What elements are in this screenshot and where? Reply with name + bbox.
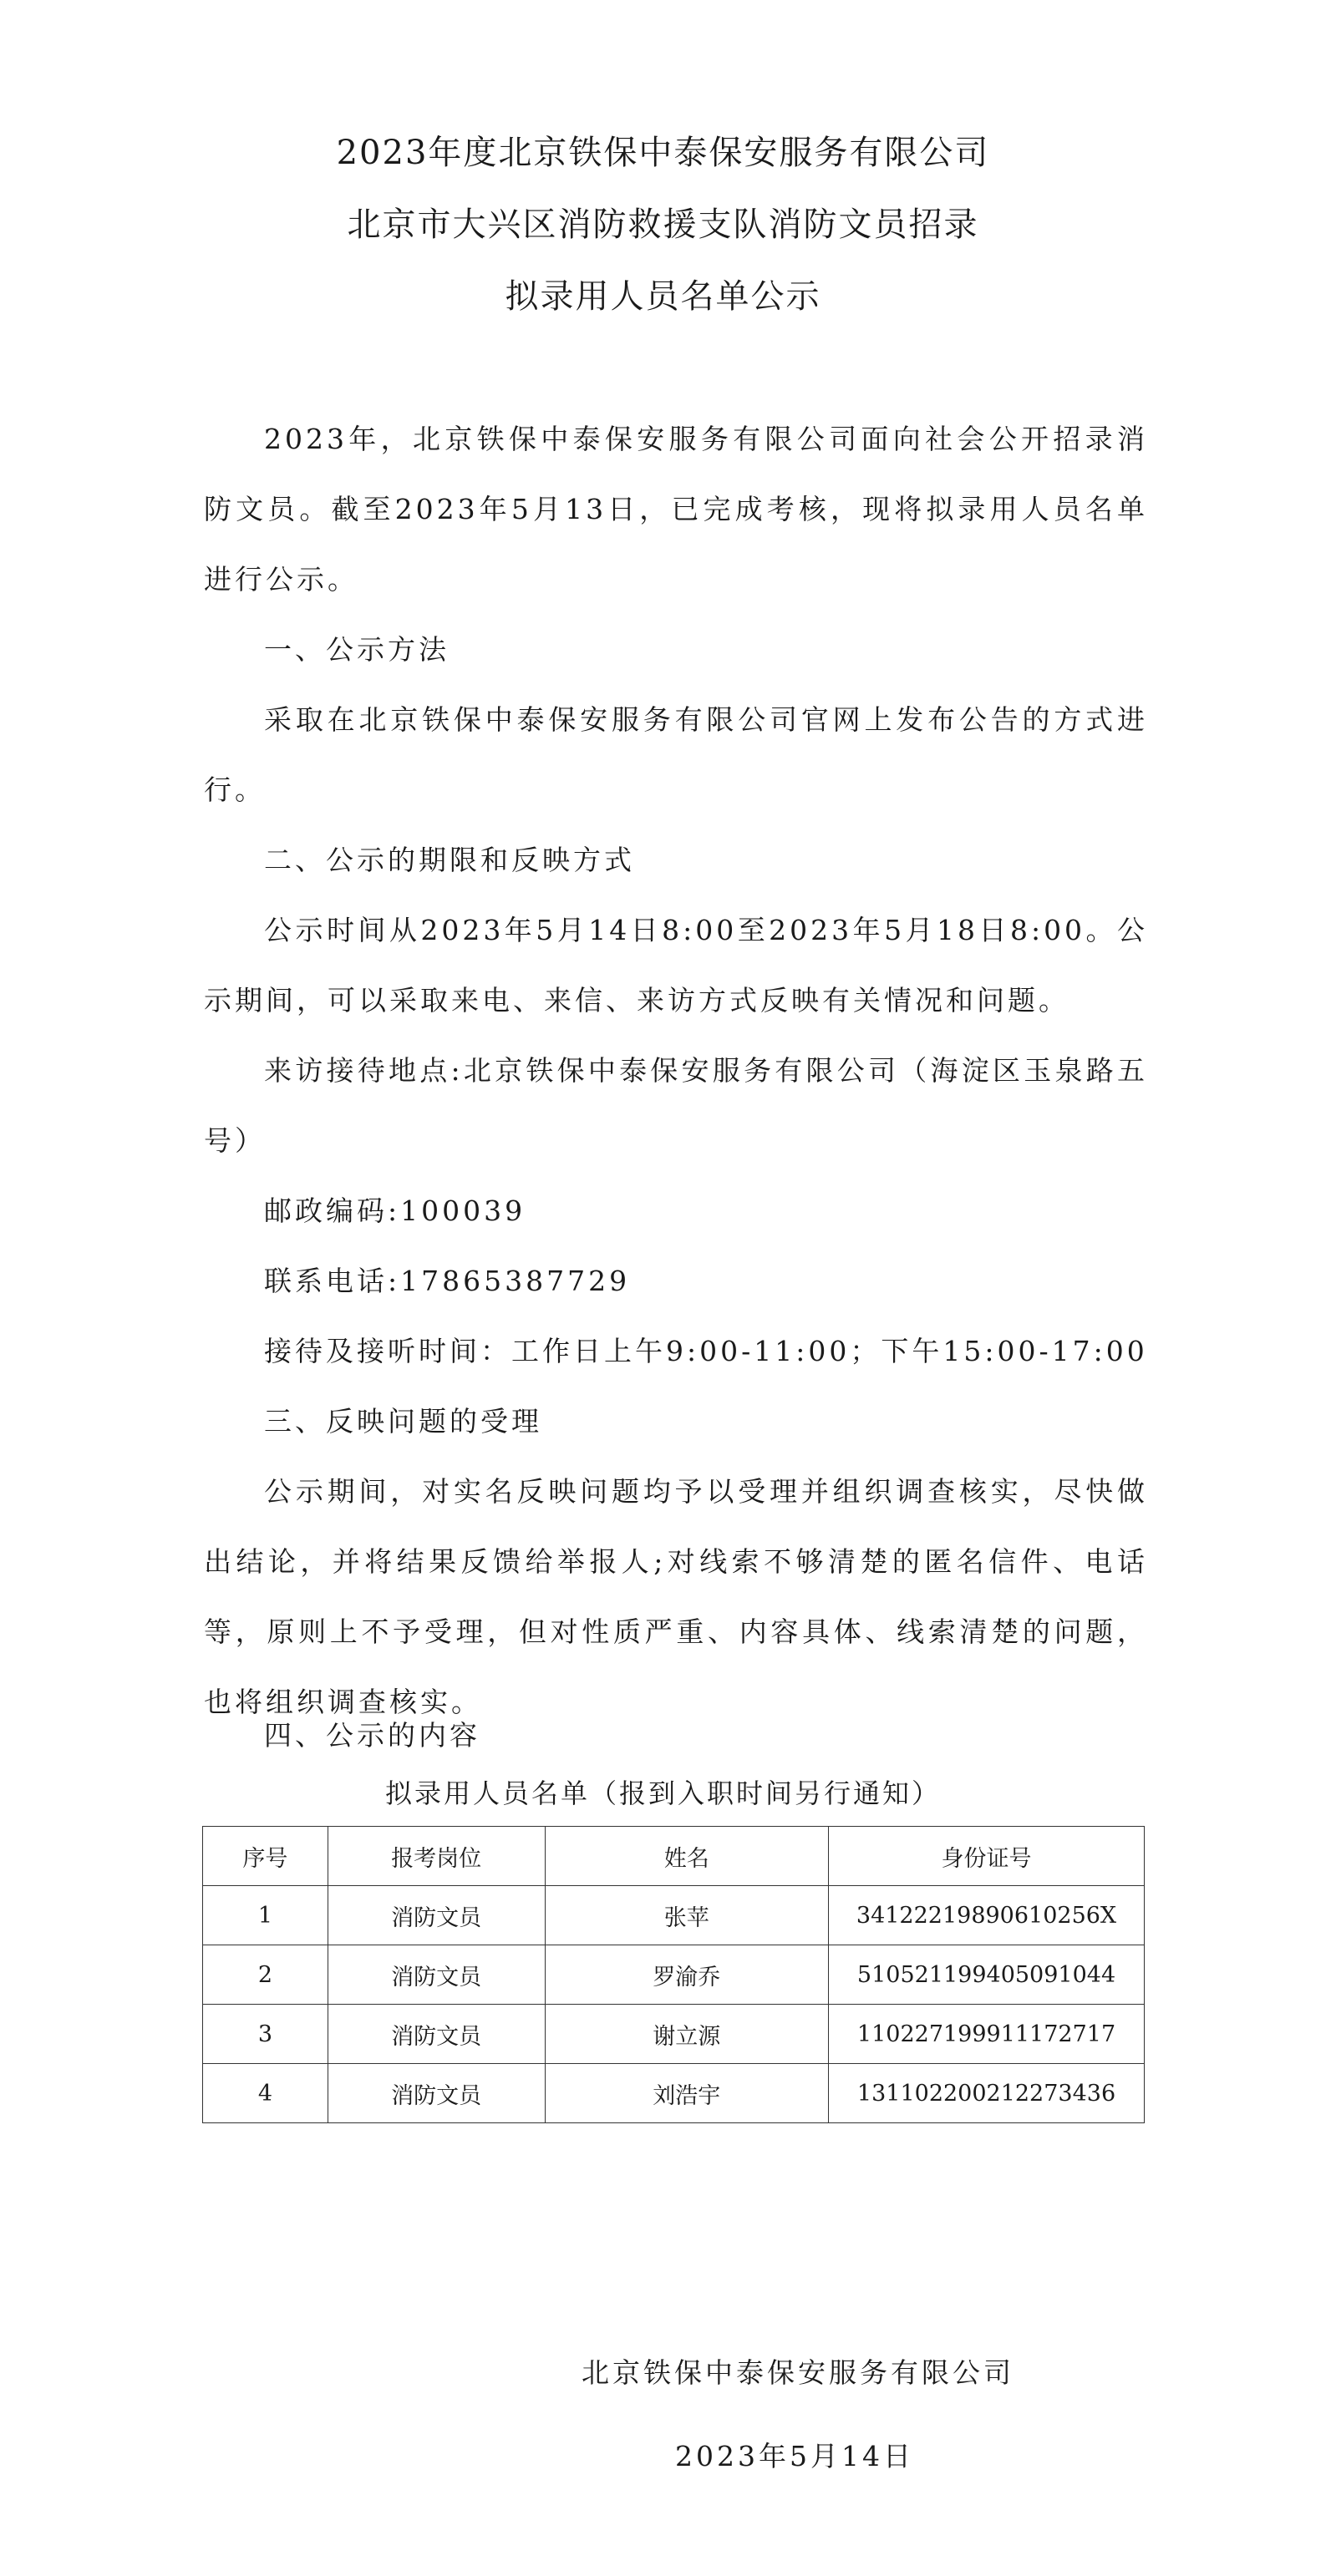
table-row	[203, 1945, 1145, 2005]
title-line-1: 2023年度北京铁保中泰保安服务有限公司	[336, 134, 990, 172]
section4-heading: 四、公示的内容	[264, 1719, 480, 1752]
cell-id-number: 131102200212273436	[829, 2064, 1145, 2123]
section1-heading: 一、公示方法	[264, 633, 450, 666]
table-row	[203, 1886, 1145, 1945]
section3-heading: 三、反映问题的受理	[264, 1405, 542, 1438]
cell-position: 消防文员	[328, 1945, 545, 2005]
cell-position: 消防文员	[328, 2064, 545, 2123]
table-caption: 拟录用人员名单（报到入职时间另行通知）	[384, 1777, 941, 1809]
cell-name: 罗渝乔	[545, 1945, 829, 2005]
cell-position: 消防文员	[328, 2005, 545, 2064]
cell-id-number: 110227199911172717	[829, 2005, 1145, 2064]
table-header-row	[203, 1827, 1145, 1886]
section2-postcode: 邮政编码:100039	[264, 1194, 526, 1227]
header-seq: 序号	[203, 1827, 328, 1886]
section1-body: 采取在北京铁保中泰保安服务有限公司官网上发布公告的方式进行。	[204, 703, 1148, 806]
signature-date: 2023年5月14日	[675, 2440, 914, 2472]
table-row	[203, 2064, 1145, 2123]
cell-seq: 1	[203, 1886, 328, 1945]
candidate-table	[202, 1826, 1145, 2123]
cell-seq: 3	[203, 2005, 328, 2064]
cell-name: 刘浩宇	[545, 2064, 829, 2123]
section2-hours: 接待及接听时间：工作日上午9:00-11:00；下午15:00-17:00	[264, 1335, 1148, 1367]
section2-phone: 联系电话:17865387729	[264, 1265, 631, 1297]
cell-position: 消防文员	[328, 1886, 545, 1945]
signature-company: 北京铁保中泰保安服务有限公司	[582, 2356, 1014, 2389]
section3-body: 公示期间，对实名反映问题均予以受理并组织调查核实，尽快做出结论，并将结果反馈给举报人;对线索不够清楚的匿名信件、电话等，原则上不予受理，但对性质严重、内容具体、线索清楚的问题，也将组织调查核实。	[204, 1475, 1148, 1718]
header-name: 姓名	[545, 1827, 829, 1886]
title-line-3: 拟录用人员名单公示	[505, 277, 821, 316]
header-position: 报考岗位	[328, 1827, 545, 1886]
cell-name: 张苹	[545, 1886, 829, 1945]
intro-paragraph: 2023年，北京铁保中泰保安服务有限公司面向社会公开招录消防文员。截至2023年5月13日，已完成考核，现将拟录用人员名单进行公示。	[204, 423, 1148, 596]
cell-name: 谢立源	[545, 2005, 829, 2064]
section2-address: 来访接待地点:北京铁保中泰保安服务有限公司（海淀区玉泉路五号）	[204, 1054, 1148, 1157]
cell-id-number: 510521199405091044	[829, 1945, 1145, 2005]
section2-period: 公示时间从2023年5月14日8:00至2023年5月18日8:00。公示期间，可以采取来电、来信、来访方式反映有关情况和问题。	[204, 914, 1148, 1017]
title-line-2: 北京市大兴区消防救援支队消防文员招录	[347, 205, 979, 244]
header-id-number: 身份证号	[829, 1827, 1145, 1886]
cell-seq: 2	[203, 1945, 328, 2005]
section2-heading: 二、公示的期限和反映方式	[264, 844, 635, 876]
table-row	[203, 2005, 1145, 2064]
cell-id-number: 34122219890610256X	[829, 1886, 1145, 1945]
cell-seq: 4	[203, 2064, 328, 2123]
